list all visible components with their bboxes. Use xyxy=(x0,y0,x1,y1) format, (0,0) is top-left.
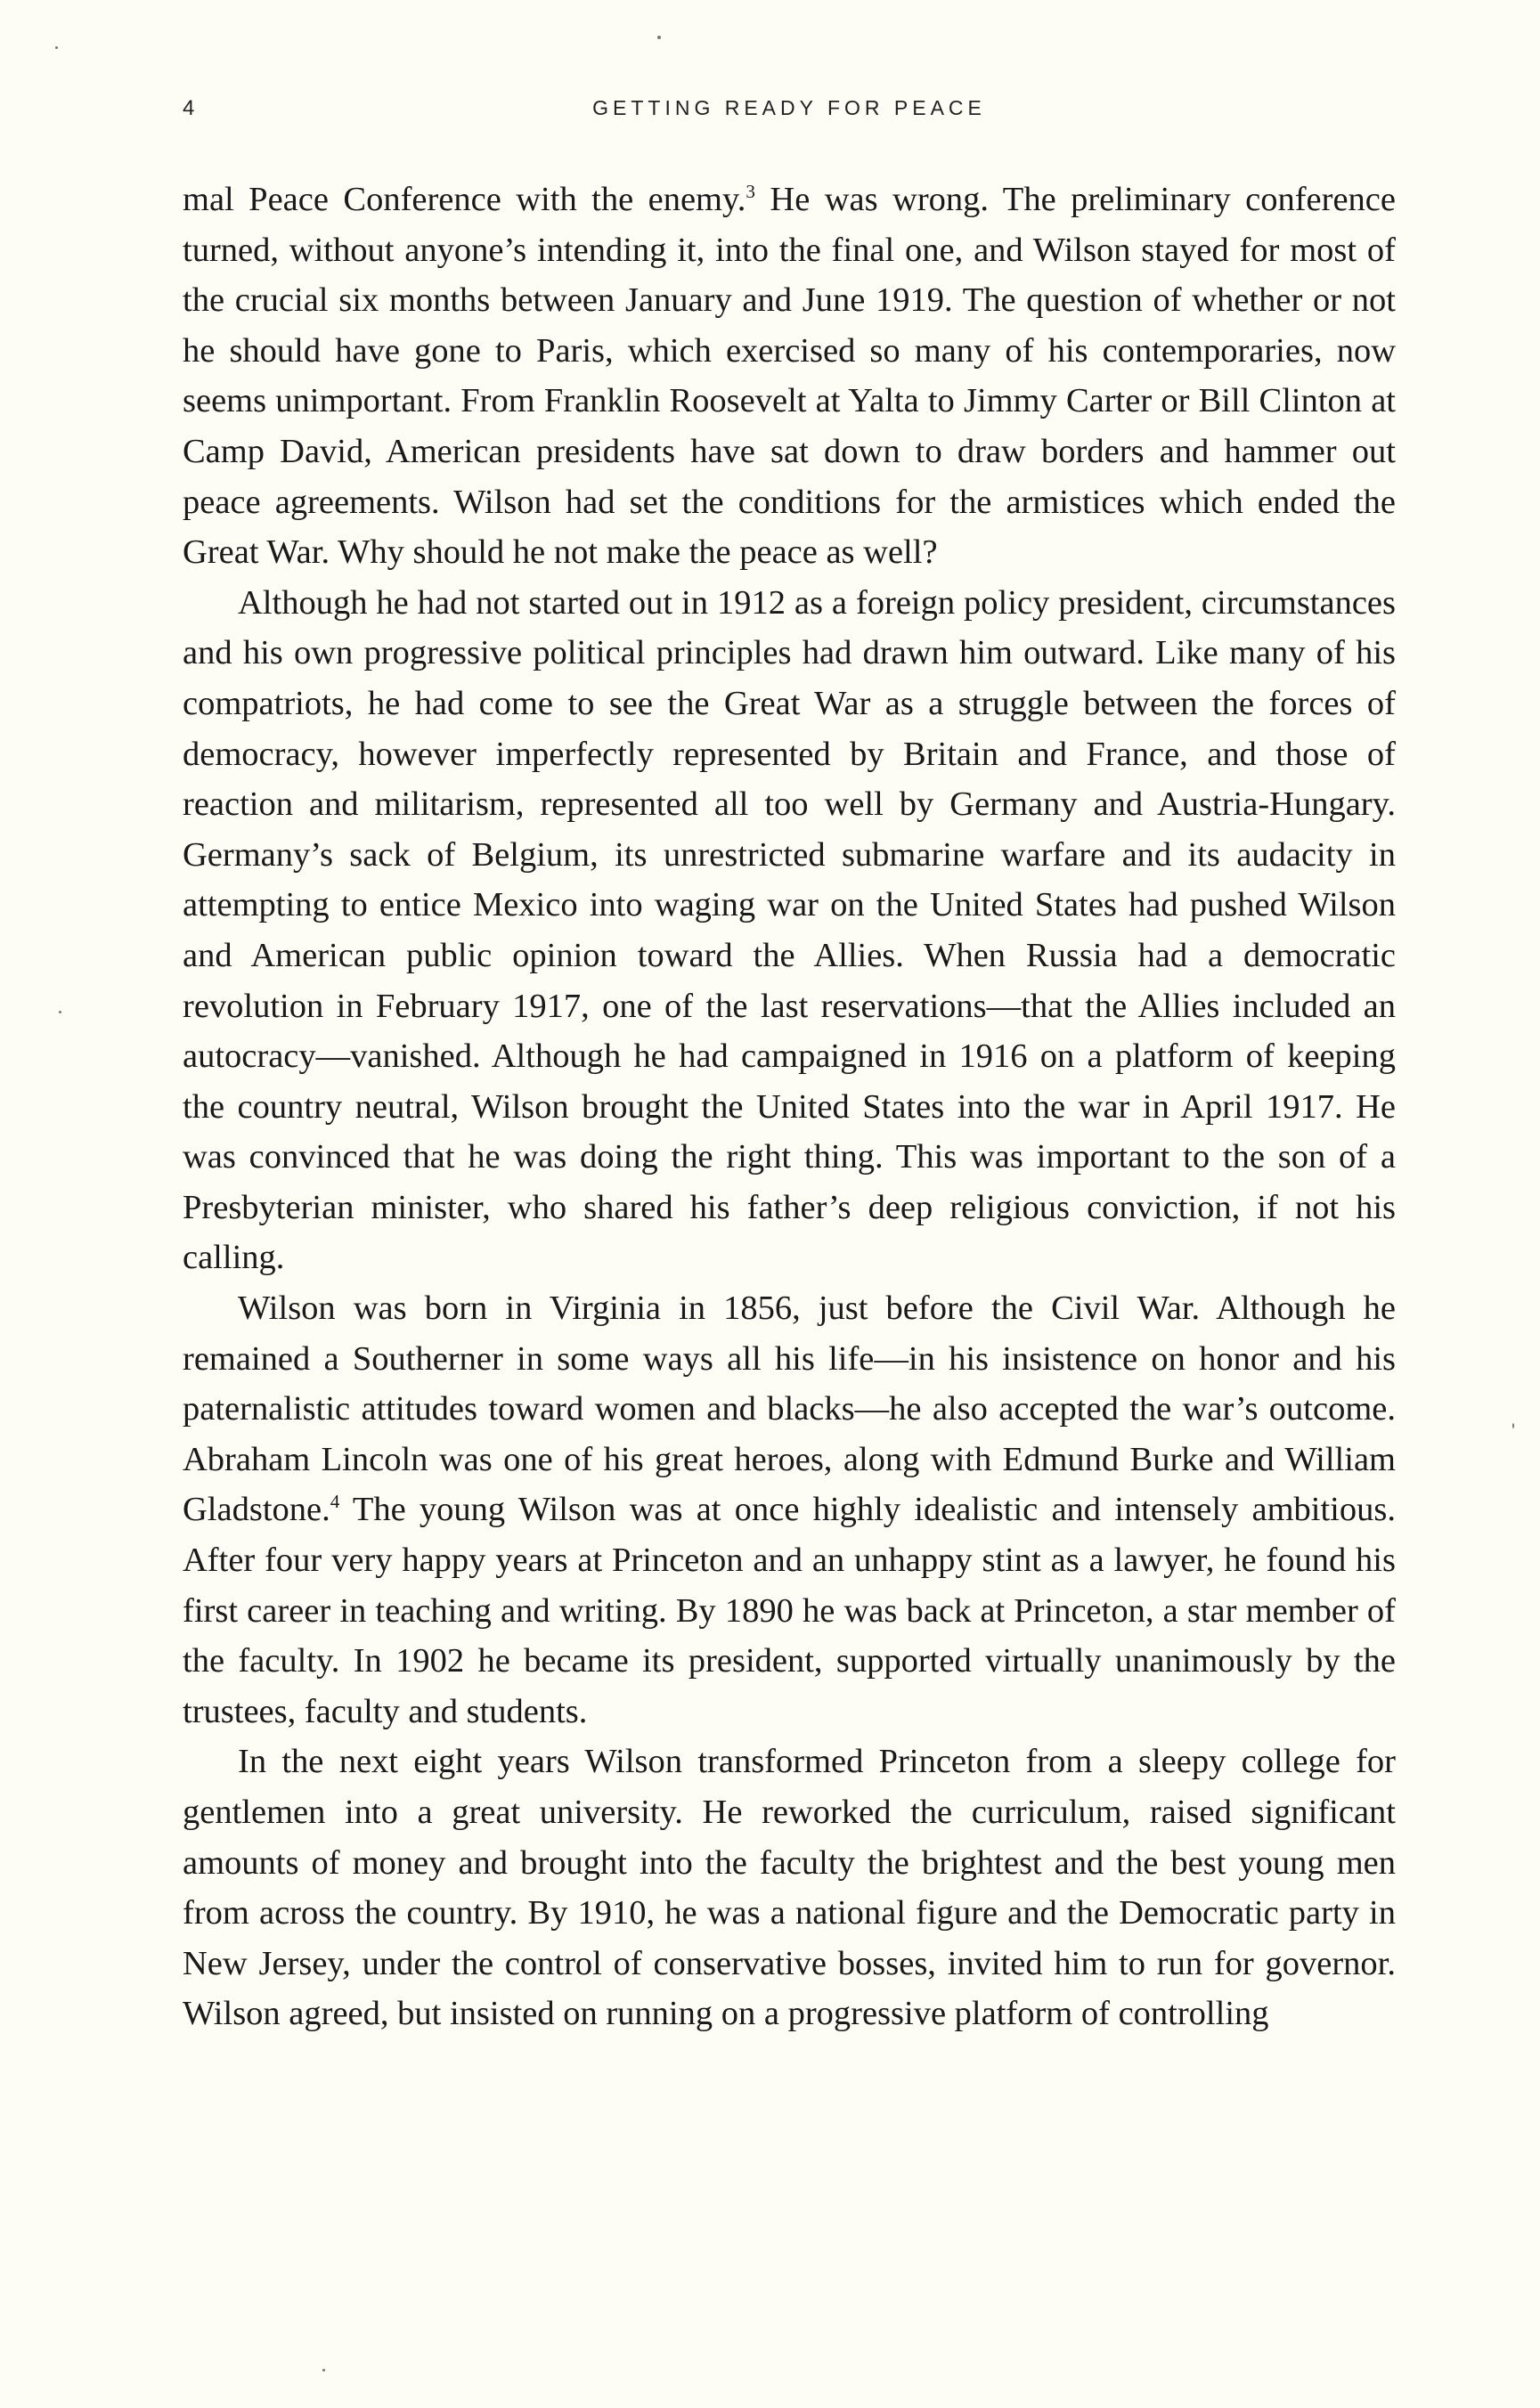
paragraph xyxy=(183,1737,1396,2039)
footnote-marker: 4 xyxy=(330,1491,340,1513)
paragraph xyxy=(183,578,1396,1283)
paragraph-text: The young Wilson was at once highly idealistic and intensely ambitious. After four very happy years at Princeton and an unhappy stint as a lawyer, he found his first career in teaching and writing. By 1890 he was back at Princeton, a star member of the faculty. In 1902 he became its president, supported virtually unanimously by the trustees, faculty and students. xyxy=(183,1491,1396,1730)
paragraph-text: He was wrong. The preliminary conference turned, without anyone’s intending it, into the final one, and Wilson stayed for most of the crucial six months between January and June 1919. The question of whether or not he should have gone to Paris, which exercised so many of his contemporaries, now seems unimportant. From Franklin Roosevelt at Yalta to Jimmy Carter or Bill Clinton at Camp David, American presidents have sat down to draw borders and hammer out peace agreements. Wilson had set the conditions for the armistices which ended the Great War. Why should he not make the peace as well? xyxy=(183,181,1396,572)
running-header xyxy=(183,96,1396,132)
scan-speck xyxy=(55,46,58,49)
paragraph-text: Wilson was born in Virginia in 1856, just before the Civil War. Although he remained a Southerner in some ways all his life—in his insistence on honor and his paternalistic attitudes toward women and blacks—he also accepted the war’s outcome. Abraham Lincoln was one of his great heroes, along with Edmund Burke and William Gladstone. xyxy=(183,1289,1396,1529)
paragraph-text: Although he had not started out in 1912 as a foreign policy president, circumstances and his own progressive political principles had drawn him outward. Like many of his compatriots, he had come to see the Great War as a struggle between the forces of democracy, however imperfectly represented by Britain and France, and those of reaction and militarism, represented all too well by Germany and Austria-Hungary. Germany’s sack of Belgium, its unrestricted submarine warfare and its audacity in attempting to entice Mexico into waging war on the United States had pushed Wilson and American public opinion toward the Allies. When Russia had a democratic revolution in February 1917, one of the last reservations—that the Allies included an autocracy—vanished. Although he had campaigned in 1916 on a platform of keeping the country neutral, Wilson brought the United States into the war in April 1917. He was convinced that he was doing the right thing. This was important to the son of a Presbyterian minister, who shared his father’s deep religious conviction, if not his calling. xyxy=(183,583,1396,1277)
scan-speck xyxy=(59,1011,61,1013)
body-text xyxy=(183,175,1396,2039)
page-number: 4 xyxy=(183,96,196,120)
running-title: GETTING READY FOR PEACE xyxy=(592,96,986,119)
scan-speck xyxy=(322,2369,325,2371)
scan-speck xyxy=(1512,1423,1514,1428)
paragraph xyxy=(183,175,1396,578)
footnote-marker: 3 xyxy=(746,181,755,203)
paragraph-text: mal Peace Conference with the enemy. xyxy=(183,181,746,218)
scan-speck xyxy=(657,36,661,39)
paragraph-text: In the next eight years Wilson transformed Princeton from a sleepy college for gentlemen into a great university. He reworked the curriculum, raised significant amounts of money and brought into the faculty the brightest and the best young men from across the country. By 1910, he was a national figure and the Democratic party in New Jersey, under the control of conservative bosses, invited him to run for governor. Wilson agreed, but insisted on running on a progressive platform of controlling xyxy=(183,1743,1396,2033)
paragraph xyxy=(183,1283,1396,1737)
